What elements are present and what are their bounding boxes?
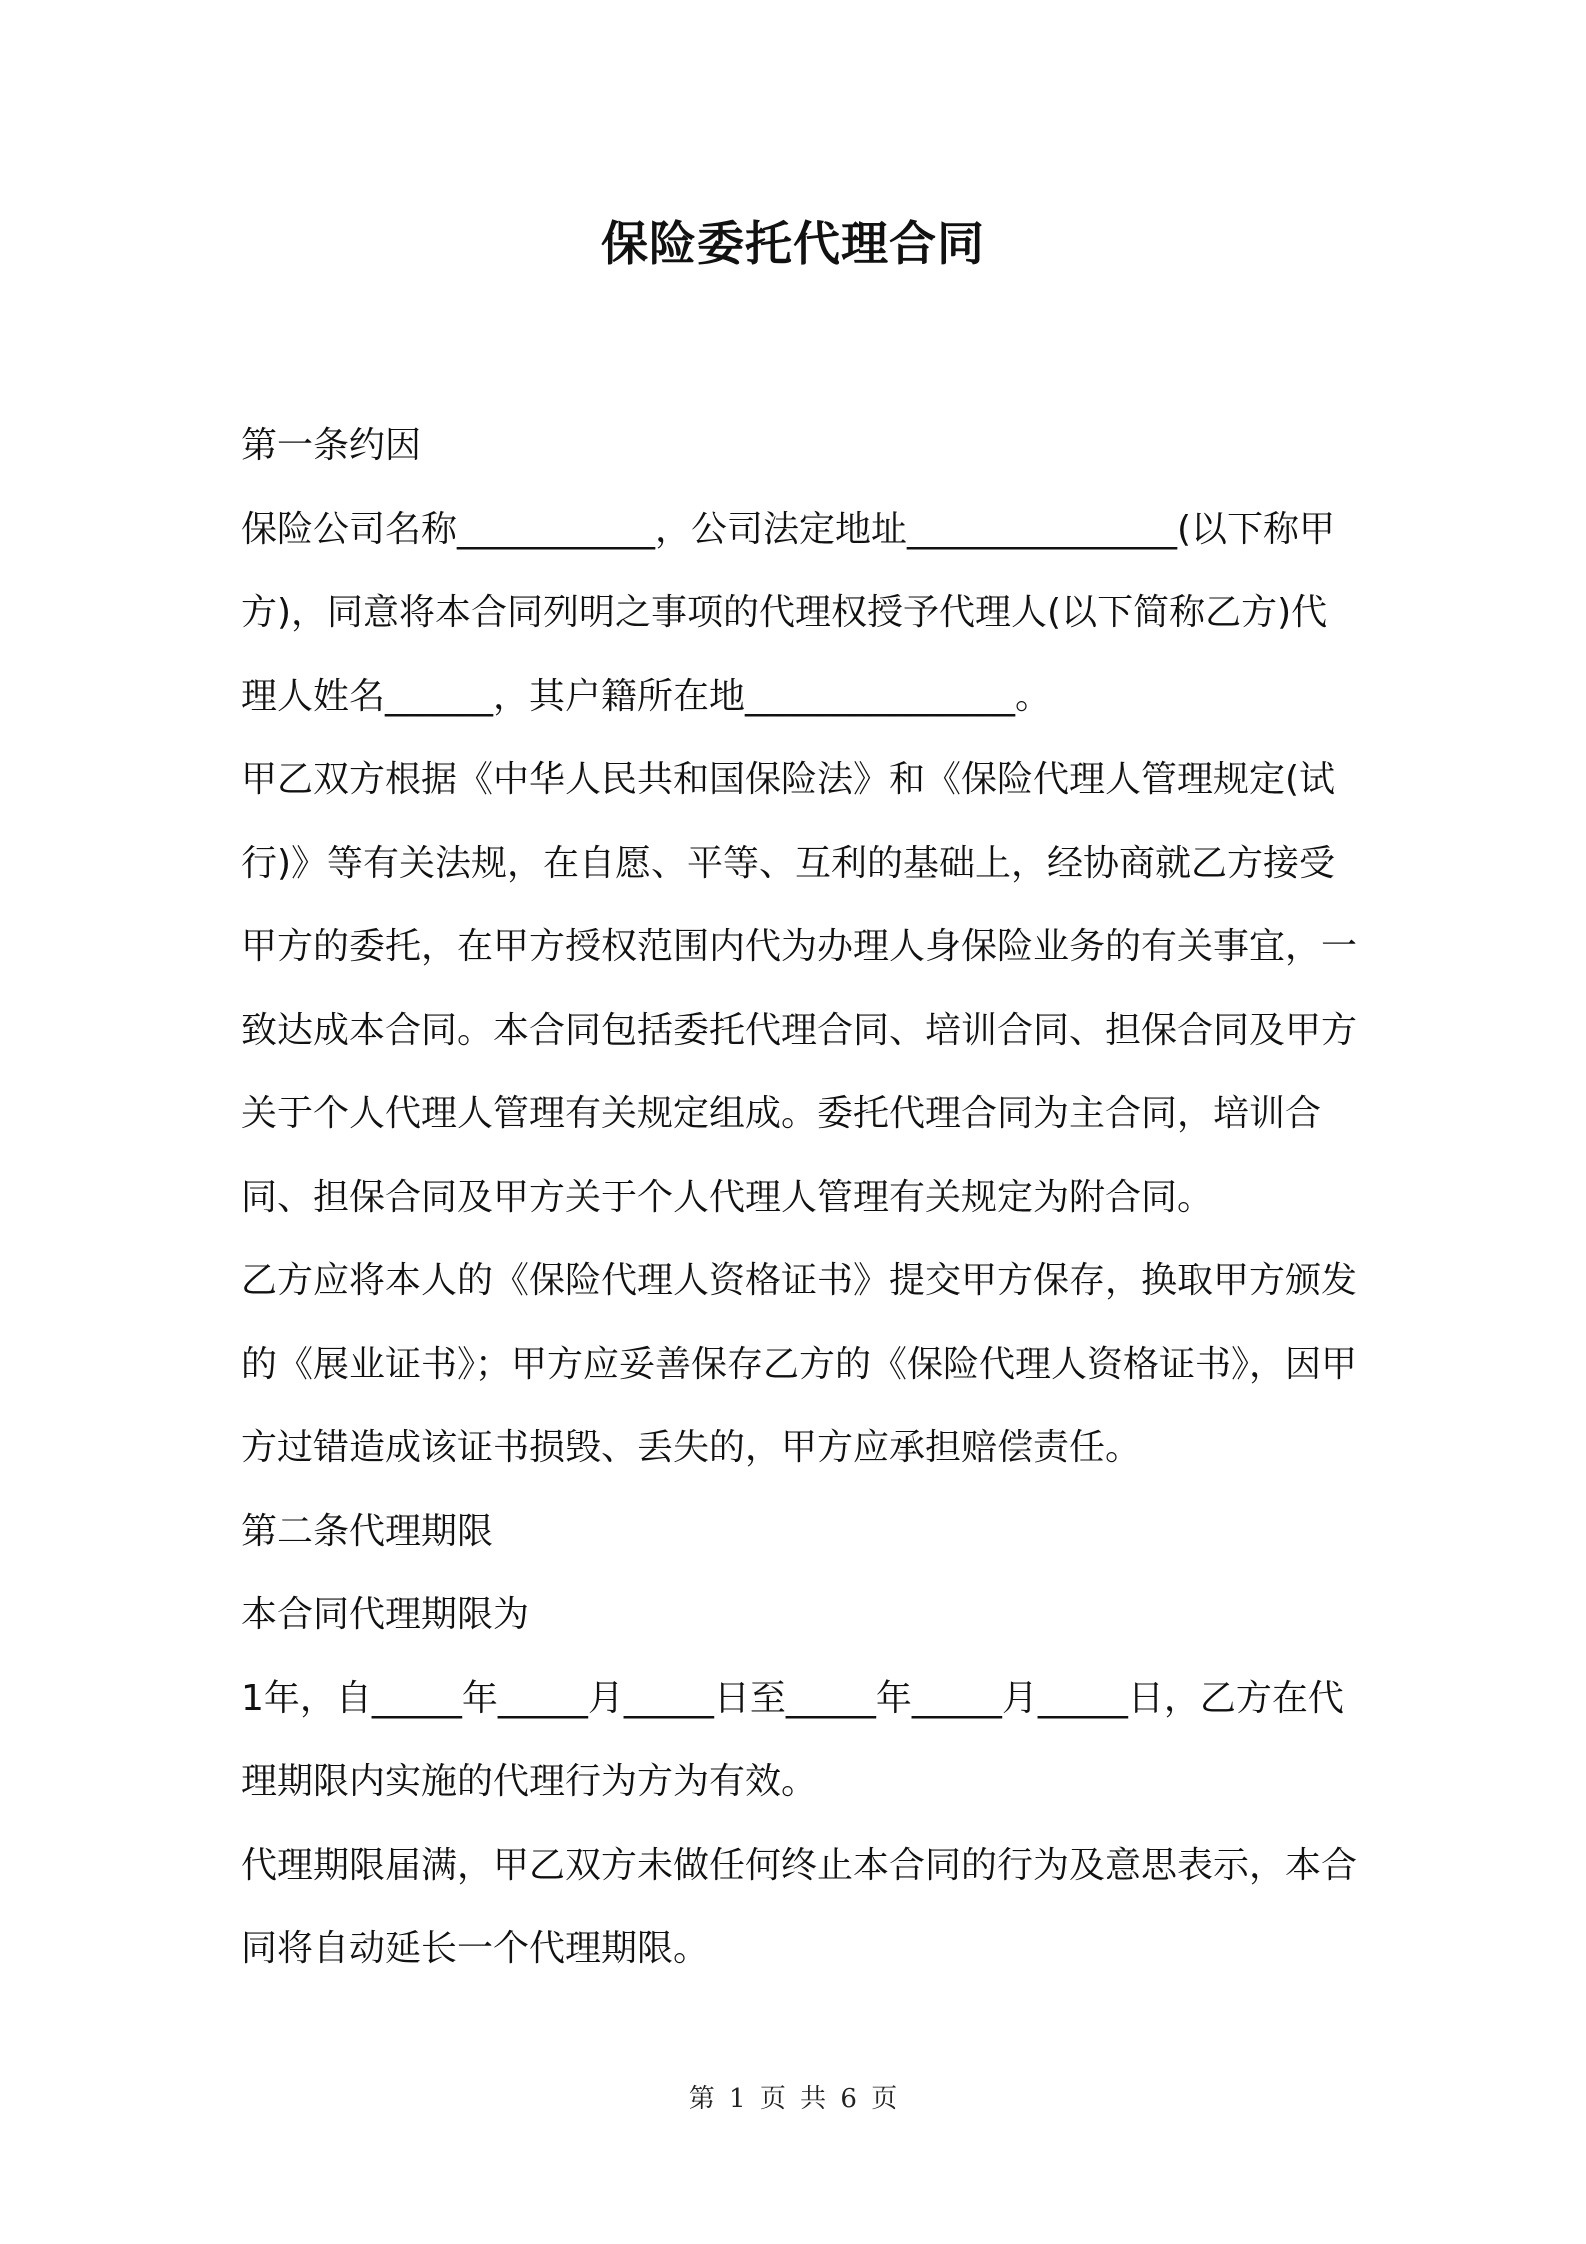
paragraph: 1年，自_____年_____月_____日至_____年_____月_____日，乙方在代理期限内实施的代理行为方为有效。	[241, 1677, 1344, 1802]
page-number-footer: 第 1 页 共 6 页	[688, 2084, 898, 2114]
document-body	[241, 404, 1361, 1991]
paragraph: 甲乙双方根据《中华人民共和国保险法》和《保险代理人管理规定(试行)》等有关法规，在自愿、平等、互利的基础上，经协商就乙方接受甲方的委托，在甲方授权范围内代为办理人身保险业务的有关事宜，一致达成本合同。本合同包括委托代理合同、培训合同、担保合同及甲方关于个人代理人管理有关规定组成。委托代理合同为主合同，培训合同、担保合同及甲方关于个人代理人管理有关规定为附合同。	[241, 759, 1358, 1218]
paragraph: 本合同代理期限为	[241, 1594, 530, 1635]
section-heading: 第二条代理期限	[241, 1510, 494, 1552]
paragraph: 代理期限届满，甲乙双方未做任何终止本合同的行为及意思表示，本合同将自动延长一个代理期限。	[241, 1844, 1358, 1969]
paragraph: 保险公司名称___________，公司法定地址_______________(以下称甲方)，同意将本合同列明之事项的代理权授予代理人(以下简称乙方)代理人姓名______，其户籍所在地_______________。	[241, 508, 1336, 717]
paragraph: 乙方应将本人的《保险代理人资格证书》提交甲方保存，换取甲方颁发的《展业证书》；甲方应妥善保存乙方的《保险代理人资格证书》，因甲方过错造成该证书损毁、丢失的，甲方应承担赔偿责任。	[241, 1260, 1358, 1468]
section-heading: 第一条约因	[241, 425, 422, 466]
document-title: 保险委托代理合同	[601, 217, 985, 272]
